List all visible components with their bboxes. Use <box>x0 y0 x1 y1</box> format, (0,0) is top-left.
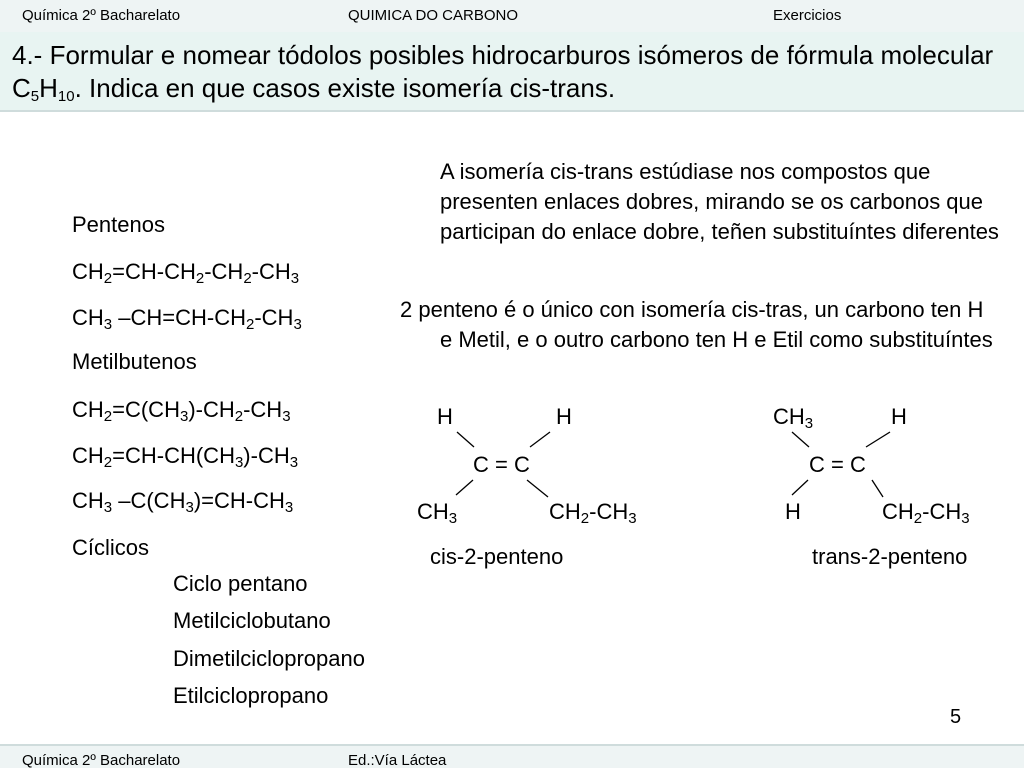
explanation-paragraph-2: 2 penteno é o único con isomería cis-tras, un carbono ten H e Metil, e o outro carbono ten H e Etil como substituíntes <box>400 297 993 352</box>
formula-2-methyl-1-butene: $CH_2=C(CH_3)-CH_2-CH_3$ <box>72 397 291 425</box>
header-topic: QUIMICA DO CARBONO <box>348 7 519 24</box>
cis-bottom-left-substituent: $CH_3$ <box>417 499 458 527</box>
trans-top-right-substituent: H <box>891 404 907 429</box>
cyclic-item: Metilciclobutano <box>173 608 331 633</box>
cis-bottom-right-substituent: $CH_2-CH_3$ <box>549 499 637 527</box>
pentenos-heading: Pentenos <box>72 212 165 237</box>
trans-double-bond: C = C <box>809 452 866 477</box>
formula-1-pentene: $CH_2=CH-CH_2-CH_2-CH_3$ <box>72 259 300 287</box>
footer-publisher: Ed.:Vía Láctea <box>348 752 447 769</box>
trans-isomer-label: trans-2-penteno <box>812 544 968 569</box>
cis-top-right-substituent: H <box>556 404 572 429</box>
trans-bottom-right-substituent: $CH_2-CH_3$ <box>882 499 970 527</box>
cyclic-item: Dimetilciclopropano <box>173 646 365 671</box>
explanation-paragraph-1: A isomería cis-trans estúdiase nos compostos que presenten enlaces dobres, mirando se os carbonos que participan do enlace dobre, teñen substituíntes diferentes <box>440 159 999 244</box>
page-number: 5 <box>950 706 962 728</box>
slide-title: 4.- Formular e nomear tódolos posibles hidrocarburos isómeros de fórmula molecular $C_5H_{10}$. Indica en que casos existe isomería cis-trans. <box>12 40 994 105</box>
formula-2-methyl-2-butene: $CH_3$ $-C(CH_3)=CH-CH_3$ <box>72 488 294 516</box>
header-course: Química 2º Bacharelato <box>22 7 181 24</box>
formula-2-pentene: $CH_3$ $-CH=CH-CH_2-CH_3$ <box>72 305 302 333</box>
cyclic-item: Ciclo pentano <box>173 571 308 596</box>
ciclicos-heading: Cíclicos <box>72 535 150 560</box>
formula-3-methyl-1-butene: $CH_2=CH-CH(CH_3)-CH_3$ <box>72 443 299 471</box>
header-section: Exercicios <box>773 7 842 24</box>
cyclic-item: Etilciclopropano <box>173 683 329 708</box>
trans-top-left-substituent: $CH_3$ <box>773 404 814 432</box>
cis-top-left-substituent: H <box>437 404 453 429</box>
trans-bottom-left-substituent: H <box>785 499 801 524</box>
metilbutenos-heading: Metilbutenos <box>72 349 197 374</box>
slide-footer <box>0 746 1024 768</box>
cis-double-bond: C = C <box>473 452 530 477</box>
footer-course: Química 2º Bacharelato <box>22 752 181 769</box>
cis-isomer-label: cis-2-penteno <box>430 544 564 569</box>
